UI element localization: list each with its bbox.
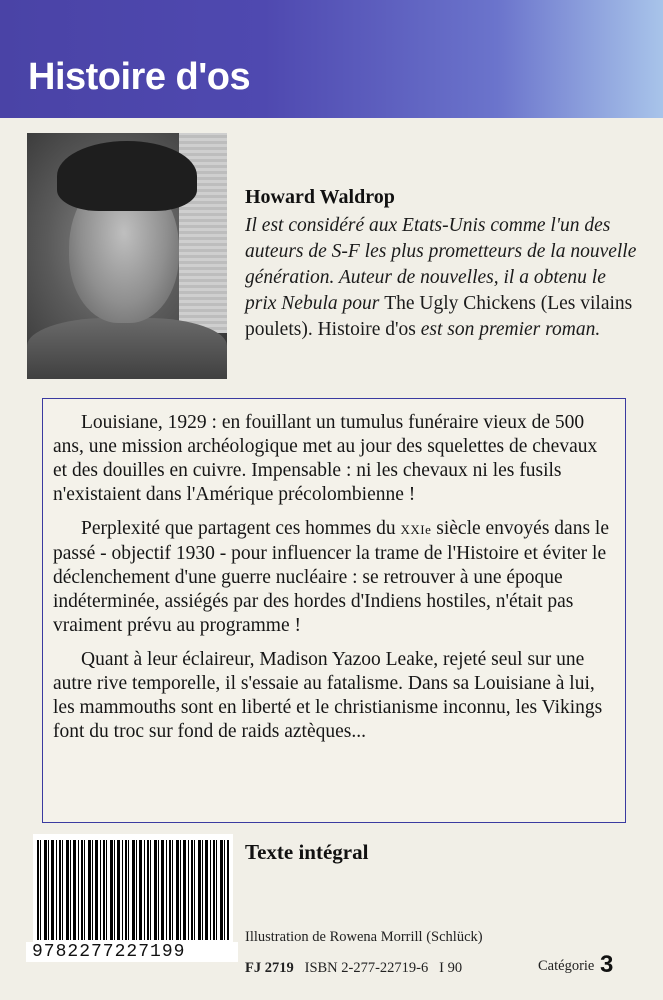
barcode-bars — [37, 840, 229, 940]
category-label: Catégorie — [538, 958, 595, 974]
summary-p2-start: Perplexité que partagent ces hommes du — [81, 518, 401, 539]
bio-text-1: Il est considéré aux Etats-Unis comme l'un des auteurs de S-F les plus prometteurs de la nouvelle génération. Auteur de nouvelles, il a obtenu le prix Nebula pour — [245, 215, 637, 314]
author-photo — [27, 133, 227, 379]
category-number: 3 — [600, 951, 614, 978]
photo-shirt — [27, 318, 227, 379]
summary-paragraph-2 — [53, 517, 615, 638]
series-code: I 90 — [439, 960, 463, 976]
illustration-credit: Illustration de Rowena Morrill (Schlück) — [245, 929, 483, 945]
book-title: Histoire d'os — [28, 56, 251, 98]
barcode — [33, 834, 233, 942]
bio-text-2: est son premier roman. — [415, 319, 601, 340]
century-label: XXIe — [400, 522, 432, 537]
product-code: FJ 2719 — [245, 960, 294, 976]
photo-hair — [57, 141, 197, 211]
summary-paragraph-1: Louisiane, 1929 : en fouillant un tumulus funéraire vieux de 500 ans, une mission archéologique met au jour des squelettes de chevaux et des douilles en cuivre. Impensable : ni les chevaux ni les fusils n'existaient dans l'Amérique précolombienne ! — [53, 412, 598, 505]
category — [538, 951, 613, 979]
barcode-number: 9782277227199 — [26, 942, 238, 962]
bio-title: The Ugly Chickens (Les vilains poulets). Histoire d'os — [245, 293, 633, 340]
cover-header-band — [0, 0, 663, 118]
isbn: ISBN 2-277-22719-6 — [304, 960, 429, 976]
texte-integral-label: Texte intégral — [245, 840, 369, 864]
author-bio — [245, 213, 640, 343]
author-name: Howard Waldrop — [245, 186, 395, 208]
summary-paragraph-3: Quant à leur éclaireur, Madison Yazoo Leake, rejeté seul sur une autre rive temporelle, il s'essaie au fatalisme. Dans sa Louisiane à lui, les mammouths sont en liberté et le christianisme inconnu, les Vikings font du troc sur fond de raids aztèques... — [53, 649, 603, 742]
summary-p2-end: siècle envoyés dans le passé - objectif 1930 - pour influencer la trame de l'Histoire et éviter le déclenchement d'une guerre nucléaire : se retrouver à une époque indéterminée, assiégés par des hordes d'Indiens hostiles, n'était pas vraiment prévu au programme ! — [53, 518, 609, 636]
publication-codes — [245, 960, 462, 977]
summary-box — [42, 398, 626, 823]
